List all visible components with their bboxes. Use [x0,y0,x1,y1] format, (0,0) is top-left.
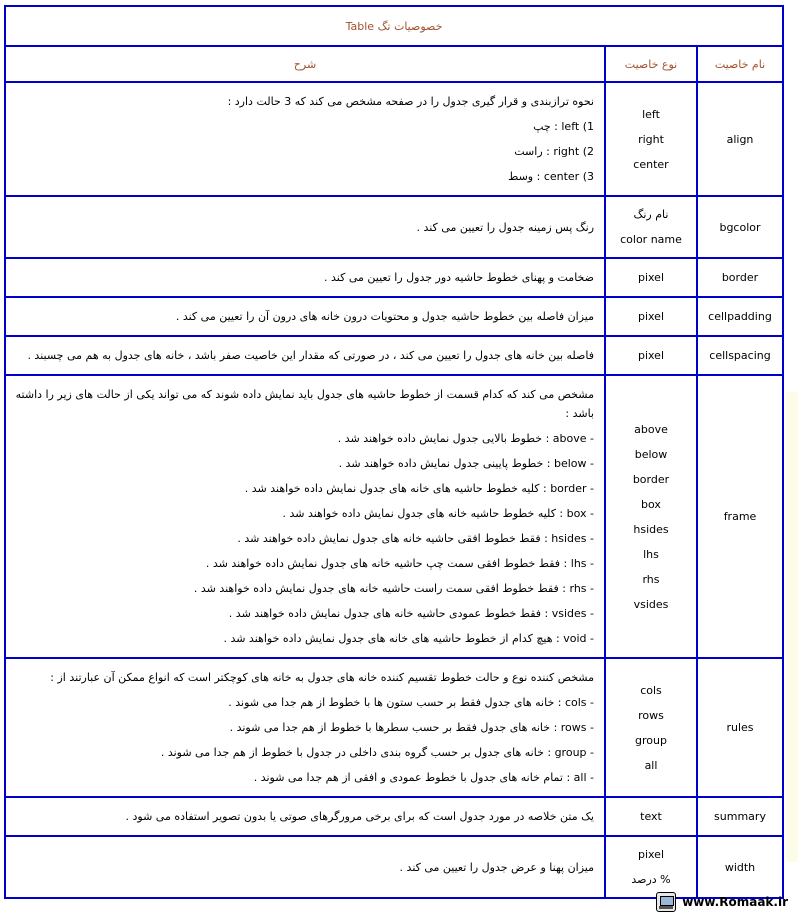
table-row [5,658,783,797]
property-desc [5,82,605,196]
desc-line: - above : خطوط بالایی جدول نمایش داده خواهند شد . [337,432,594,445]
type-value: above [634,422,668,436]
table-row [5,336,783,375]
property-desc [5,196,605,258]
desc-line: 2) right : راست [514,145,594,158]
property-types [605,797,697,836]
property-name: bgcolor [697,196,783,258]
site-url[interactable]: www.Romaak.ir [682,895,788,909]
table-row [5,196,783,258]
desc-line: 1) left : چپ [533,120,594,133]
computer-icon [656,892,676,912]
header-row [5,46,783,82]
desc-line: 3) center : وسط [508,170,594,183]
desc-line: - void : هیچ کدام از خطوط حاشیه های خانه های جدول نمایش داده خواهند شد . [223,632,594,645]
type-value: center [633,157,669,171]
type-value: all [644,758,658,772]
property-types [605,258,697,297]
type-value: hsides [633,522,669,536]
type-value: color name [620,233,682,246]
type-value: vsides [633,597,669,611]
property-types [605,336,697,375]
type-value: rhs [642,572,660,586]
desc-line: میزان فاصله بین خطوط حاشیه جدول و محتویات درون خانه های درون آن را تعیین می کند . [175,310,594,323]
type-value: % درصد [631,873,671,886]
type-value: pixel [637,310,665,323]
table-row [5,297,783,336]
property-desc [5,836,605,898]
property-name: width [697,836,783,898]
desc-line: - group : خانه های جدول بر حسب گروه بندی داخلی در جدول با خطوط از هم جدا می شوند . [160,746,594,759]
desc-line: رنگ پس زمینه جدول را تعیین می کند . [416,220,594,234]
type-value: border [632,472,670,486]
desc-line: نحوه ترازبندی و قرار گیری جدول را در صفحه مشخص می کند که 3 حالت دارد : [227,95,594,108]
property-name: border [697,258,783,297]
property-desc [5,797,605,836]
type-value: rows [638,708,664,722]
property-types [605,196,697,258]
property-desc [5,258,605,297]
desc-line: - rows : خانه های جدول فقط بر حسب سطرها با خطوط از هم جدا می شوند . [229,721,594,734]
property-types [605,375,697,658]
property-types [605,658,697,797]
property-desc [5,658,605,797]
type-value: نام رنگ [633,208,669,221]
type-value: right [638,132,664,146]
desc-line: - rhs : فقط خطوط افقی سمت راست حاشیه خانه های جدول نمایش داده خواهند شد . [193,582,594,595]
type-value: pixel [637,271,665,284]
property-desc [5,375,605,658]
desc-line: مشخص کننده نوع و حالت خطوط تقسیم کننده خانه های جدول به خانه های کوچکتر است که انواع ممکن آن عبارتند از : [50,671,594,684]
table-title: خصوصیات تگ Table [5,6,783,46]
property-name: align [697,82,783,196]
desc-line: فاصله بین خانه های جدول را تعیین می کند ، در صورتی که مقدار این خاصیت صفر باشد ، خانه های جدول به هم می چسبند . [27,349,594,362]
type-value: left [642,107,660,121]
property-types [605,82,697,196]
property-name: cellpadding [697,297,783,336]
desc-line: - below : خطوط پایینی جدول نمایش داده خواهند شد . [338,457,594,470]
desc-line: میزان پهنا و عرض جدول را تعیین می کند . [399,860,594,874]
property-name: cellspacing [697,336,783,375]
desc-line: - cols : خانه های جدول فقط بر حسب ستون ها با خطوط از هم جدا می شوند . [228,696,594,709]
property-name: rules [697,658,783,797]
desc-intro: مشخص می کند که کدام قسمت از خطوط حاشیه های جدول باید نمایش داده شوند که می تواند یکی از حالت های زیر را داشته باشد : [15,388,594,420]
property-desc [5,297,605,336]
header-name: نام خاصیت [697,46,783,82]
type-value: pixel [637,848,665,861]
property-types [605,836,697,898]
desc-line: ضخامت و پهنای خطوط حاشیه دور جدول را تعیین می کند . [324,271,594,284]
title-row [5,6,783,46]
table-row [5,82,783,196]
desc-line: - hsides : فقط خطوط افقی حاشیه خانه های جدول نمایش داده خواهند شد . [237,532,594,545]
desc-line: یک متن خلاصه در مورد جدول است که برای برخی مرورگرهای صوتی یا بدون تصویر استفاده می شود . [125,810,594,823]
desc-line: - vsides : فقط خطوط عمودی حاشیه خانه های جدول نمایش داده خواهند شد . [228,607,594,620]
type-value: text [640,810,662,823]
desc-line: - box : کلیه خطوط حاشیه خانه های جدول نمایش داده خواهند شد . [282,507,594,520]
type-value: group [635,733,667,747]
property-name: summary [697,797,783,836]
property-name: frame [697,375,783,658]
header-desc: شرح [5,46,605,82]
type-value: box [641,497,661,511]
desc-line: - lhs : فقط خطوط افقی سمت چپ حاشیه خانه های جدول نمایش داده خواهند شد . [205,557,594,570]
desc-line: - all : تمام خانه های جدول با خطوط عمودی و افقی از هم جدا می شوند . [253,771,594,784]
footer [656,890,788,914]
table-row [5,836,783,898]
table-properties [4,5,784,899]
header-type: نوع خاصیت [605,46,697,82]
side-strip [786,392,798,862]
type-value: lhs [643,547,659,561]
table-row [5,375,783,658]
property-desc [5,336,605,375]
property-types [605,297,697,336]
table-row [5,797,783,836]
type-value: cols [640,683,662,697]
desc-line: - border : کلیه خطوط حاشیه های خانه های جدول نمایش داده خواهند شد . [244,482,594,495]
type-value: pixel [637,349,665,362]
type-value: below [634,447,668,461]
table-row [5,258,783,297]
